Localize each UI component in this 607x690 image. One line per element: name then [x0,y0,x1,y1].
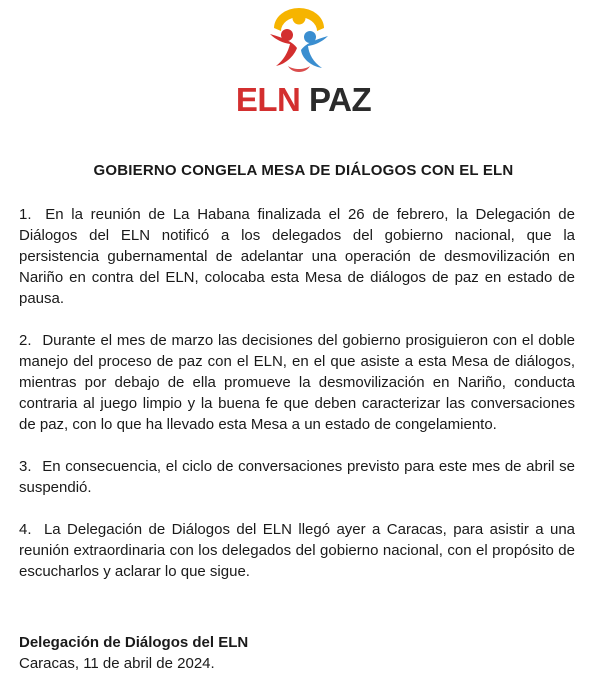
statement-body [19,204,575,603]
paragraph-number: 4. [19,521,32,538]
paragraph-number: 3. [19,458,32,475]
signature-block [19,632,575,674]
paragraph-text: En la reunión de La Habana finalizada el 26 de febrero, la Delegación de Diálogos del ELN notificó a los delegados del gobierno nacional, que la persistencia gubernamental de adelantar una operación de desmovilización en Nariño en contra del ELN, colocaba esta Mesa de diálogos de paz en estado de pausa. [19,206,575,307]
paragraph-1 [19,204,575,309]
paragraph-text: En consecuencia, el ciclo de conversaciones previsto para este mes de abril se suspendió. [19,458,576,496]
paragraph-text: Durante el mes de marzo las decisiones del gobierno prosiguieron con el doble manejo del proceso de paz con el ELN, en el que asiste a esta Mesa de diálogos, mientras por debajo de ella promueve la desmovilización en Nariño, conducta contraria al juego limpio y la buena fe que deben caracterizar las conversaciones de paz, con lo que ha llevado esta Mesa a un estado de congelamiento. [19,332,576,433]
page-title: GOBIERNO CONGELA MESA DE DIÁLOGOS CON EL ELN [93,162,514,179]
logo-text-paz: PAZ [309,81,372,118]
logo-wordmark [0,80,607,120]
paragraph-3 [19,456,575,498]
paragraph-number: 1. [19,206,32,223]
logo-text-eln: ELN [235,81,301,118]
paragraph-4 [19,519,575,582]
signature-name: Delegación de Diálogos del ELN [19,634,249,651]
paragraph-text: La Delegación de Diálogos del ELN llegó ayer a Caracas, para asistir a una reunión extraordinaria con los delegados del gobierno nacional, con el propósito de escucharlos y aclarar lo que sigue. [19,521,576,580]
logo [0,0,607,125]
signature-place-date: Caracas, 11 de abril de 2024. [19,655,215,672]
paragraph-2 [19,330,575,435]
paragraph-number: 2. [19,332,32,349]
eln-paz-emblem-icon [266,4,332,78]
